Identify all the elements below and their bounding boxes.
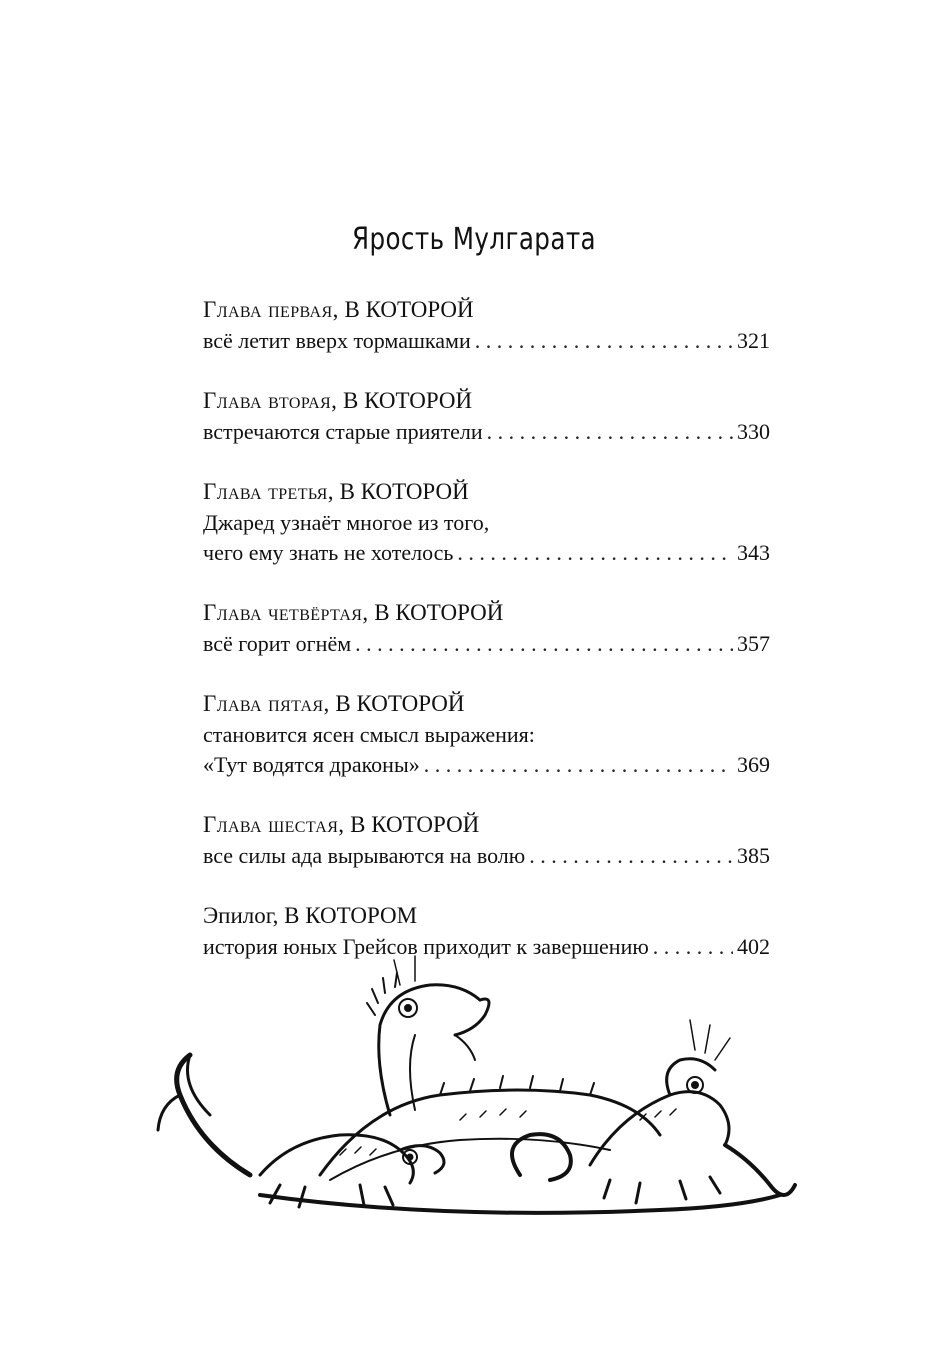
entry-leader-line[interactable] [203, 538, 770, 568]
toc-entry [203, 808, 770, 871]
entry-text: всё горит огнём [203, 631, 352, 656]
entry-heading: Глава шестая, В КОТОРОЙ [203, 812, 480, 837]
page-number: 343 [737, 540, 770, 565]
table-of-contents [203, 293, 770, 990]
page-number: 385 [737, 843, 770, 868]
page-number: 330 [737, 419, 770, 444]
entry-heading: Глава третья, В КОТОРОЙ [203, 479, 469, 504]
dot-leader [475, 326, 733, 356]
entry-leader-line[interactable] [203, 629, 770, 659]
page-number: 369 [737, 752, 770, 777]
entry-leader-line[interactable] [203, 326, 770, 356]
entry-text: становится ясен смысл выражения: [203, 722, 535, 747]
dragons-illustration-icon [140, 945, 810, 1275]
entry-text: все силы ада вырываются на волю [203, 843, 526, 868]
dot-leader [529, 841, 733, 871]
entry-leader-line[interactable] [203, 417, 770, 447]
entry-heading: Глава первая, В КОТОРОЙ [203, 297, 474, 322]
entry-text: всё летит вверх тормашками [203, 328, 471, 353]
dot-leader [355, 629, 733, 659]
dot-leader [424, 750, 733, 780]
entry-text: встречаются старые приятели [203, 419, 483, 444]
entry-text: история юных Грейсов приходит к завершению [203, 934, 649, 959]
toc-entry [203, 687, 770, 780]
entry-heading: Глава вторая, В КОТОРОЙ [203, 388, 473, 413]
page-number: 357 [737, 631, 770, 656]
toc-entry [203, 475, 770, 568]
entry-text: чего ему знать не хотелось [203, 540, 454, 565]
entry-heading: Глава четвёртая, В КОТОРОЙ [203, 600, 504, 625]
page-title: Ярость Мулгарата [351, 222, 597, 257]
entry-leader-line[interactable] [203, 841, 770, 871]
entry-heading: Глава пятая, В КОТОРОЙ [203, 691, 465, 716]
entry-heading: Эпилог, В КОТОРОМ [203, 903, 418, 928]
toc-entry [203, 293, 770, 356]
page-number: 321 [737, 328, 770, 353]
dot-leader [487, 417, 733, 447]
entry-text: Джаред узнаёт многое из того, [203, 510, 490, 535]
toc-entry [203, 596, 770, 659]
entry-text: «Тут водятся драконы» [203, 752, 420, 777]
dot-leader [457, 538, 733, 568]
page-number: 402 [737, 934, 770, 959]
toc-entry [203, 384, 770, 447]
entry-leader-line[interactable] [203, 750, 770, 780]
